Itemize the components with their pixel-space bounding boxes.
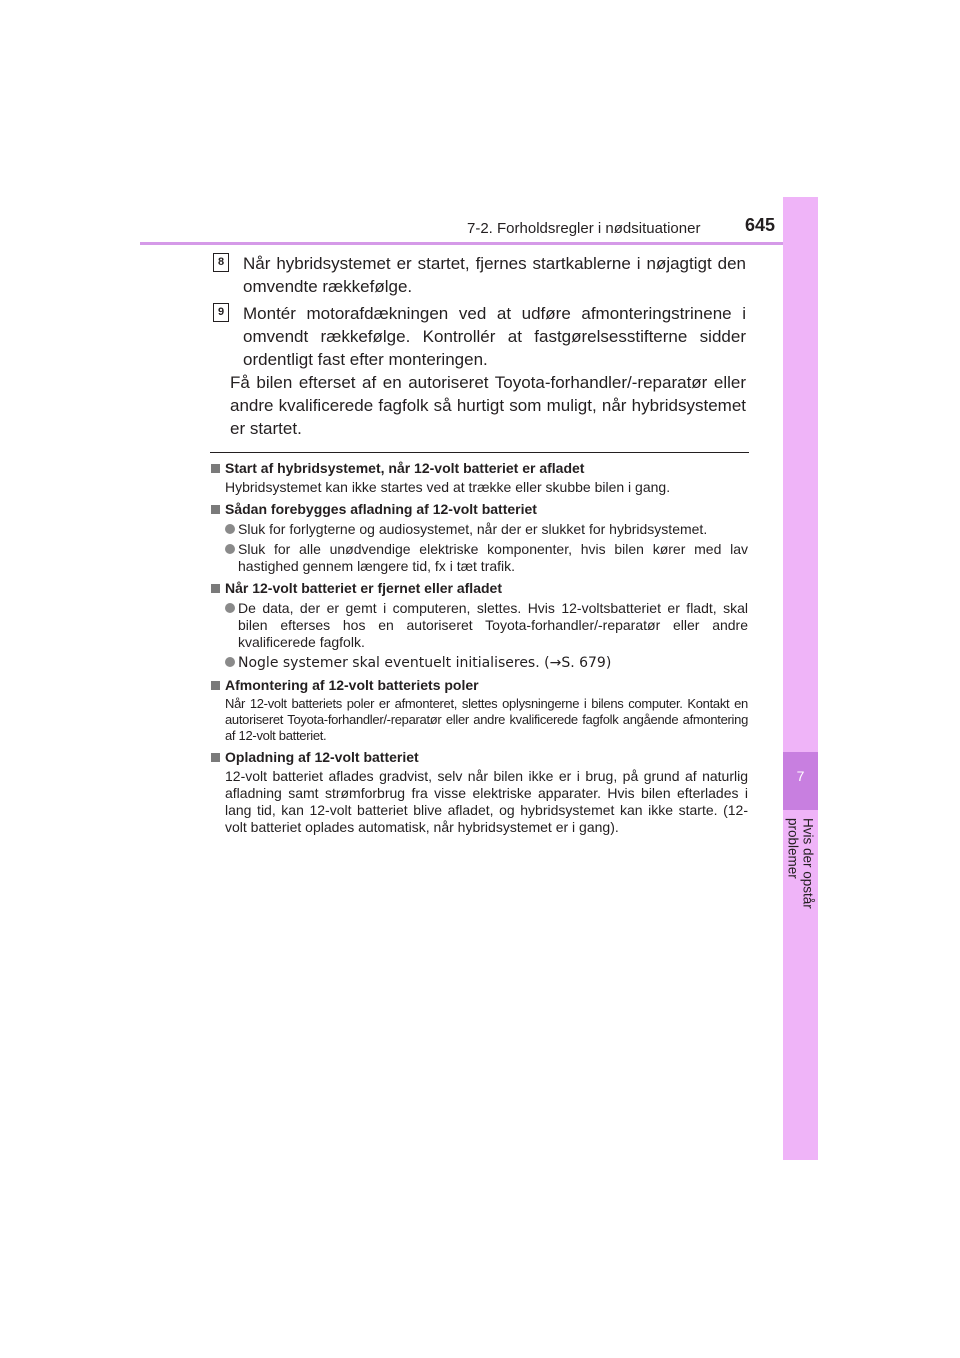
square-bullet-icon	[211, 753, 220, 762]
chapter-title: Hvis der opstår problemer	[785, 818, 816, 909]
note-body: Hybridsystemet kan ikke startes ved at trække eller skubbe bilen i gang.	[225, 479, 671, 495]
notes-section	[210, 460, 748, 841]
step-8	[213, 252, 746, 298]
note-heading: Afmontering af 12-volt batteriets poler	[210, 677, 748, 694]
square-bullet-icon	[211, 505, 220, 514]
list-item: Nogle systemer skal eventuelt initialiseres. (→S. 679)	[210, 654, 748, 672]
note-heading: Sådan forebygges afladning af 12-volt batteriet	[210, 501, 748, 518]
note-start-hybrid	[210, 460, 748, 496]
note-heading: Opladning af 12-volt batteriet	[210, 749, 748, 766]
circle-bullet-icon	[225, 603, 235, 613]
note-heading: Start af hybridsystemet, når 12-volt batteriet er afladet	[210, 460, 748, 477]
list-item: Sluk for forlygterne og audiosystemet, når der er slukket for hybridsystemet.	[210, 521, 748, 538]
square-bullet-icon	[211, 584, 220, 593]
section-divider	[210, 452, 749, 453]
circle-bullet-icon	[225, 544, 235, 554]
note-battery-removed	[210, 580, 748, 672]
step-text: Montér motorafdækningen ved at udføre afmonteringstrinene i omvendt rækkefølge. Kontrollér at fastgørelsesstifterne sidder ordentligt fast efter monteringen.	[243, 304, 746, 369]
note-charging	[210, 749, 748, 836]
square-bullet-icon	[211, 681, 220, 690]
chapter-side-tab[interactable]	[783, 197, 818, 1160]
list-item: De data, der er gemt i computeren, slettes. Hvis 12-voltsbatteriet er fladt, skal bilen efterses hos en autoriseret Toyota-forhandler/-reparatør eller andre kvalificerede fagfolk.	[210, 600, 748, 651]
list-item: Sluk for alle unødvendige elektriske komponenter, hvis bilen kører med lav hastighed gennem længere tid, fx i tæt trafik.	[210, 541, 748, 575]
circle-bullet-icon	[225, 524, 235, 534]
note-body: Når 12-volt batteriets poler er afmonteret, slettes oplysningerne i bilens computer. Kontakt en autoriseret Toyota-forhandler/-reparatør eller andre kvalificerede fagfolk angående afmontering af 12-volt batteriet.	[225, 696, 748, 743]
step-number-badge: 9	[213, 303, 229, 322]
step-9	[213, 302, 746, 371]
circle-bullet-icon	[225, 657, 235, 667]
square-bullet-icon	[211, 464, 220, 473]
note-body: 12-volt batteriet aflades gradvist, selv når bilen ikke er i brug, på grund af naturlig afladning samt strømforbrug fra visse elektriske apparater. Hvis bilen efterlades i lang tid, kan 12-volt batteriet blive afladet, og hybridsystemet kan ikke starte. (12-volt batteriet oplades automatisk, når hybridsystemet er i gang).	[225, 768, 748, 835]
note-terminal-removal	[210, 677, 748, 744]
step-number-badge: 8	[213, 253, 229, 272]
header-divider	[140, 242, 818, 245]
step-text: Når hybridsystemet er startet, fjernes startkablerne i nøjagtigt den omvendte rækkefølge.	[243, 254, 746, 296]
section-title: 7-2. Forholdsregler i nødsituationer	[467, 220, 701, 237]
note-prevent-discharge	[210, 501, 748, 575]
note-heading: Når 12-volt batteriet er fjernet eller afladet	[210, 580, 748, 597]
chapter-number: 7	[796, 768, 805, 784]
page-number: 645	[744, 215, 775, 235]
advice-paragraph: Få bilen efterset af en autoriseret Toyota-forhandler/-reparatør eller andre kvalificerede fagfolk så hurtigt som muligt, når hybridsystemet er startet.	[230, 373, 746, 438]
